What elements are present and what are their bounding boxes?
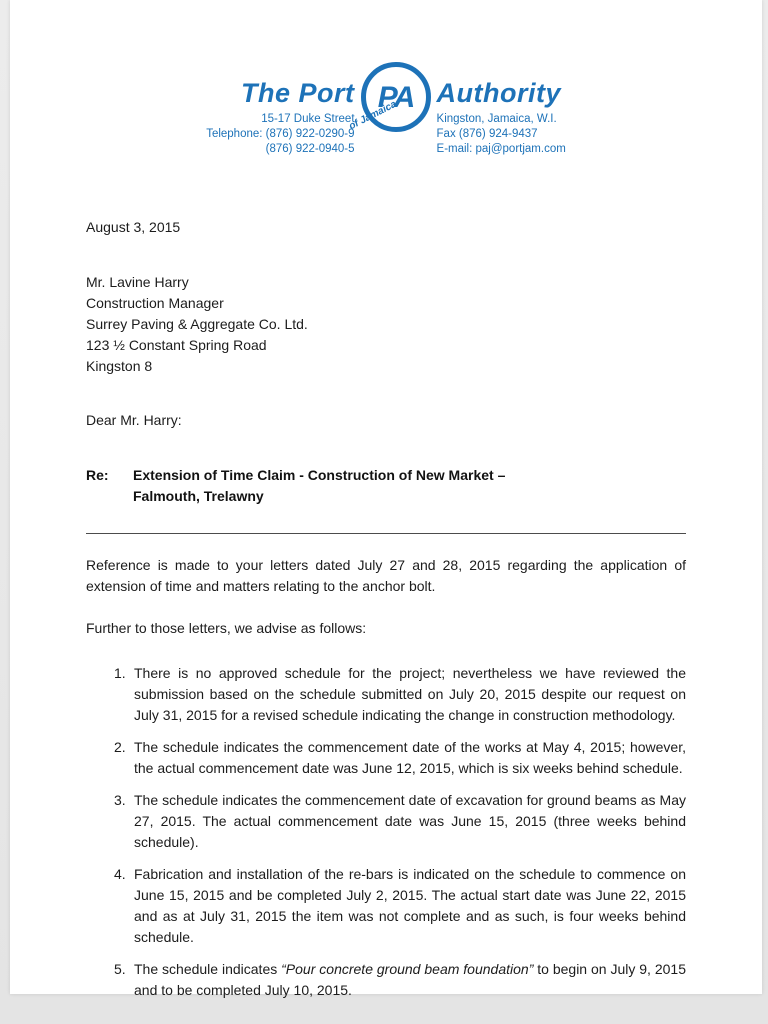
subject-line-2: Falmouth, Trelawny — [133, 488, 264, 504]
list-item-text: There is no approved schedule for the project; nevertheless we have reviewed the submission based on the schedule submitted on July 20, 2015 despite our request on July 31, 2015 for a revised schedule indicating the change in construction methodology. — [134, 665, 686, 723]
list-item-number: 2. — [114, 739, 126, 755]
port-authority-logo — [346, 62, 431, 133]
recipient-address-block — [86, 272, 686, 377]
paragraph-reference: Reference is made to your letters dated July 27 and 28, 2015 regarding the application of extension of time and matters relating to the anchor bolt. — [86, 557, 686, 594]
subject-block — [86, 465, 686, 507]
city-address: Kingston, Jamaica, W.I. — [436, 113, 557, 125]
street-address: 15-17 Duke Street — [261, 113, 355, 125]
logo-initials: PA — [377, 80, 414, 114]
list-item — [114, 737, 686, 779]
list-item-text: The schedule indicates the commencement date of the works at May 4, 2015; however, the actual commencement date was June 12, 2015, which is six weeks behind schedule. — [134, 739, 686, 776]
telephone-line-1: Telephone: (876) 922-0290-9 — [206, 128, 355, 140]
list-item — [114, 663, 686, 726]
email-line: E-mail: paj@portjam.com — [436, 143, 566, 155]
letterhead — [86, 62, 686, 157]
recipient-name: Mr. Lavine Harry — [86, 274, 189, 290]
list-item — [114, 959, 686, 1001]
list-item-text: Fabrication and installation of the re-bars is indicated on the schedule to commence on June 15, 2015 and be completed July 2, 2015. The actual start date was June 22, 2015 and as at July 31, 2015 the item was not complete and as such, is four weeks behind schedule. — [134, 866, 686, 945]
list-item-text — [134, 959, 686, 1001]
recipient-company: Surrey Paving & Aggregate Co. Ltd. — [86, 316, 308, 332]
logo-arc-text: of Jamaica — [346, 98, 398, 133]
letterhead-right-column — [437, 62, 566, 157]
letterhead-left-column — [206, 62, 354, 157]
list-item — [114, 790, 686, 853]
list-item-number: 5. — [114, 961, 126, 977]
list-item-number: 3. — [114, 792, 126, 808]
recipient-street: 123 ½ Constant Spring Road — [86, 337, 267, 353]
list-item-number: 4. — [114, 866, 126, 882]
numbered-list — [86, 663, 686, 1001]
recipient-title: Construction Manager — [86, 295, 224, 311]
list-item-quote: “Pour concrete ground beam foundation” — [281, 961, 534, 977]
org-name-right: Authority — [436, 78, 562, 108]
letter-date: August 3, 2015 — [86, 219, 181, 235]
letterhead-address-left — [206, 112, 354, 157]
list-item-text-before: The schedule indicates — [134, 961, 282, 977]
list-item — [114, 864, 686, 948]
document-page — [10, 0, 762, 998]
list-item-text: The schedule indicates the commencement date of excavation for ground beams as May 27, 2015. The actual commencement date was June 15, 2015 (three weeks behind schedule). — [134, 792, 686, 850]
recipient-city: Kingston 8 — [86, 358, 153, 374]
re-label: Re: — [86, 467, 109, 483]
subject-line-1: Extension of Time Claim - Construction of New Market – — [133, 467, 506, 483]
fax-line: Fax (876) 924-9437 — [436, 128, 538, 140]
paragraph-further: Further to those letters, we advise as follows: — [86, 620, 367, 636]
horizontal-rule — [86, 533, 686, 534]
subject-text — [133, 465, 505, 507]
list-item-text-after: to begin on July 9, 2015 and to be completed July 10, 2015. — [134, 961, 686, 998]
telephone-line-2: (876) 922-0940-5 — [265, 143, 355, 155]
org-name-left: The Port — [241, 78, 355, 108]
list-item-number: 1. — [114, 665, 126, 681]
salutation: Dear Mr. Harry: — [86, 412, 182, 428]
letterhead-address-right — [437, 112, 566, 157]
